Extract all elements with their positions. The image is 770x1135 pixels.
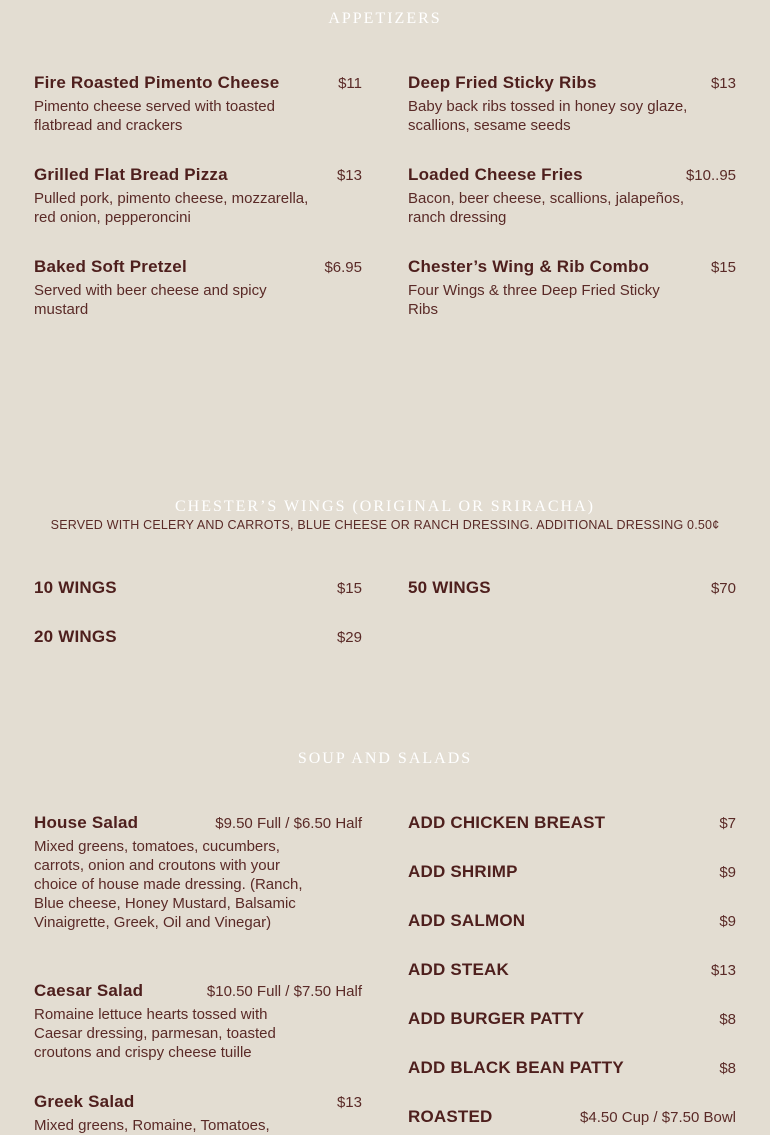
item-name: Greek Salad <box>34 1092 135 1111</box>
item-name: ADD BLACK BEAN PATTY <box>408 1058 624 1077</box>
item-name: House Salad <box>34 813 139 832</box>
menu-item <box>34 578 362 598</box>
item-name: Deep Fried Sticky Ribs <box>408 73 597 92</box>
item-price: $15 <box>336 580 362 597</box>
item-price: $13 <box>710 75 736 92</box>
addon-item <box>408 911 736 931</box>
addon-item <box>408 813 736 833</box>
item-name: ADD STEAK <box>408 960 509 979</box>
item-name: ADD BURGER PATTY <box>408 1009 585 1028</box>
addon-item <box>408 1009 736 1029</box>
item-price: $10.50 Full / $7.50 Half <box>206 983 362 1000</box>
item-name: 20 WINGS <box>34 627 117 646</box>
item-description: Mixed greens, Romaine, Tomatoes, <box>34 1117 270 1134</box>
item-price: $9.50 Full / $6.50 Half <box>215 815 362 832</box>
item-name: ADD CHICKEN BREAST <box>408 813 606 832</box>
item-name: Fire Roasted Pimento Cheese <box>34 73 280 92</box>
menu-item <box>34 73 362 135</box>
menu-item <box>34 257 362 319</box>
item-name: Chester’s Wing & Rib Combo <box>408 257 650 276</box>
menu-item <box>408 578 736 598</box>
item-price: $13 <box>336 167 362 184</box>
item-price: $13 <box>710 962 736 979</box>
item-name: Grilled Flat Bread Pizza <box>34 165 228 184</box>
item-description: Mixed greens, tomatoes, cucumbers, carrots, onion and croutons with your choice of house made dressing. (Ranch, Blue cheese, Honey Mustard, Balsamic Vinaigrette, Greek, Oil and Vinegar) <box>34 838 303 931</box>
item-name: ADD SHRIMP <box>408 862 518 881</box>
item-name: 10 WINGS <box>34 578 117 597</box>
item-description: Four Wings & three Deep Fried Sticky Ribs <box>408 282 660 318</box>
addon-item <box>408 862 736 882</box>
item-name: ADD SALMON <box>408 911 526 930</box>
menu-item <box>408 257 736 319</box>
item-name: Loaded Cheese Fries <box>408 165 583 184</box>
menu-item <box>34 627 362 647</box>
item-name: 50 WINGS <box>408 578 491 597</box>
appetizers-title: APPETIZERS <box>328 10 442 27</box>
item-price: $15 <box>710 259 736 276</box>
item-price: $9 <box>719 864 736 881</box>
item-name: Caesar Salad <box>34 981 144 1000</box>
item-price: $11 <box>338 75 362 92</box>
wings-subtitle: SERVED WITH CELERY AND CARROTS, BLUE CHEESE OR RANCH DRESSING. ADDITIONAL DRESSING 0.50¢ <box>50 518 720 532</box>
menu-item <box>34 981 362 1062</box>
item-description: Bacon, beer cheese, scallions, jalapeños, ranch dressing <box>408 190 685 226</box>
item-price: $8 <box>719 1060 736 1077</box>
soup-salads-title: SOUP AND SALADS <box>297 750 473 767</box>
menu-item <box>34 165 362 227</box>
item-price: $13 <box>336 1094 362 1111</box>
menu-item <box>408 165 736 227</box>
item-price: $4.50 Cup / $7.50 Bowl <box>580 1109 736 1126</box>
menu-item <box>34 813 362 932</box>
item-price: $29 <box>336 629 362 646</box>
item-description: Baby back ribs tossed in honey soy glaze, scallions, sesame seeds <box>408 98 688 134</box>
item-description: Served with beer cheese and spicy mustard <box>34 282 267 318</box>
item-price: $10..95 <box>685 167 736 184</box>
item-price: $70 <box>710 580 736 597</box>
wings-title: CHESTER’S WINGS (ORIGINAL OR SRIRACHA) <box>174 498 595 515</box>
menu-item <box>408 73 736 135</box>
item-name: Baked Soft Pretzel <box>34 257 187 276</box>
item-name: ROASTED <box>408 1107 493 1126</box>
item-description: Pimento cheese served with toasted flatbread and crackers <box>34 98 275 134</box>
item-description: Romaine lettuce hearts tossed with Caesar dressing, parmesan, toasted croutons and crispy cheese tuille <box>34 1006 276 1061</box>
item-description: Pulled pork, pimento cheese, mozzarella, red onion, pepperoncini <box>34 190 309 226</box>
item-price: $8 <box>719 1011 736 1028</box>
addon-item <box>408 960 736 980</box>
addon-item <box>408 1058 736 1078</box>
item-price: $9 <box>719 913 736 930</box>
item-price: $7 <box>719 815 736 832</box>
addon-item <box>408 1107 736 1127</box>
item-price: $6.95 <box>324 259 362 276</box>
